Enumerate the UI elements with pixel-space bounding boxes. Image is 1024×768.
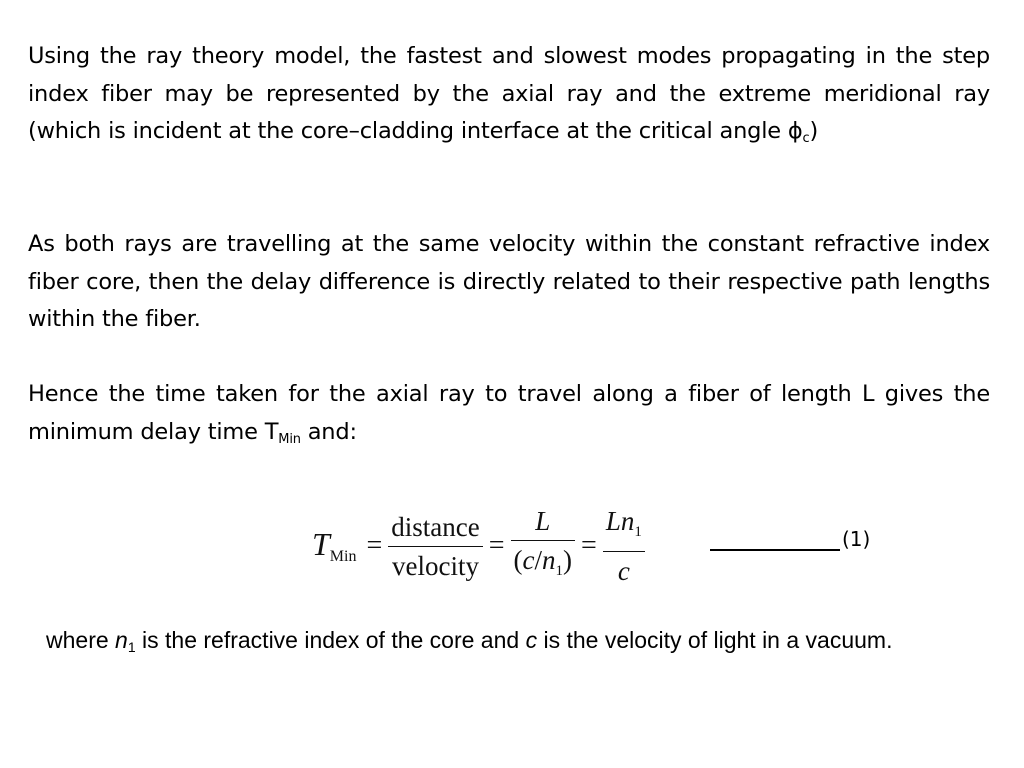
equation-number	[710, 527, 870, 551]
equals-sign: =	[581, 530, 597, 561]
refractive-index-symbol: n	[620, 506, 635, 536]
equation-lhs-subscript: Min	[329, 548, 357, 565]
paragraph-velocity: As both rays are travelling at the same velocity within the constant refractive index fiber core, then the delay difference is directly related to their respective path lengths within the fiber.	[28, 231, 990, 332]
note-paragraph	[46, 621, 986, 659]
note-n-symbol: n	[115, 627, 128, 653]
equation-number-label: (1)	[842, 527, 871, 551]
paragraph-ray-theory-end: )	[809, 118, 819, 144]
paragraph-axial-ray-end: and:	[300, 418, 357, 445]
critical-angle-subscript: c	[802, 131, 810, 146]
note-part3: is the velocity of light in a vacuum.	[537, 627, 893, 653]
tmin-equation	[312, 500, 652, 592]
fraction-denominator	[511, 541, 576, 590]
paren-close: )	[563, 545, 573, 575]
fraction-numerator: L	[535, 506, 551, 536]
note-n-subscript: 1	[127, 639, 136, 655]
equals-sign: =	[366, 530, 383, 561]
fraction-denominator: velocity	[392, 550, 479, 581]
refractive-index-subscript: 1	[634, 524, 642, 540]
fraction-numerator: distance	[391, 511, 480, 542]
paragraph-axial-ray-text: Hence the time taken for the axial ray to travel along a fiber of length L gives the minimum delay time T	[28, 381, 990, 445]
length-symbol: L	[605, 506, 621, 536]
fraction-distance-velocity	[388, 508, 482, 585]
note-c-symbol: c	[525, 627, 538, 653]
fraction-ln-over-c	[603, 502, 645, 590]
refractive-index-symbol: n	[542, 545, 556, 575]
fraction-length-speed	[511, 502, 576, 590]
fraction-numerator	[603, 502, 645, 551]
paragraph-axial-ray	[28, 376, 990, 451]
paren-open: (	[513, 545, 523, 575]
tmin-subscript: Min	[278, 431, 301, 447]
paragraph-ray-theory	[28, 38, 990, 151]
note-part2: is the refractive index of the core and	[135, 627, 526, 653]
refractive-index-subscript: 1	[555, 563, 564, 579]
equals-sign: =	[488, 530, 505, 561]
slash: /	[534, 545, 543, 575]
equation-lhs-symbol: T	[312, 526, 330, 562]
equation-lhs	[312, 526, 356, 566]
paragraph-ray-theory-text: Using the ray theory model, the fastest and slowest modes propagating in the step index fiber may be represented by the axial ray and the extreme meridional ray (which is incident at the core–cladding interface at the critical angle ϕ	[28, 43, 990, 144]
equation-leader-line	[710, 529, 840, 551]
speed-of-light-symbol: c	[522, 545, 535, 575]
note-part1: where	[46, 627, 116, 653]
fraction-denominator: c	[617, 556, 630, 586]
